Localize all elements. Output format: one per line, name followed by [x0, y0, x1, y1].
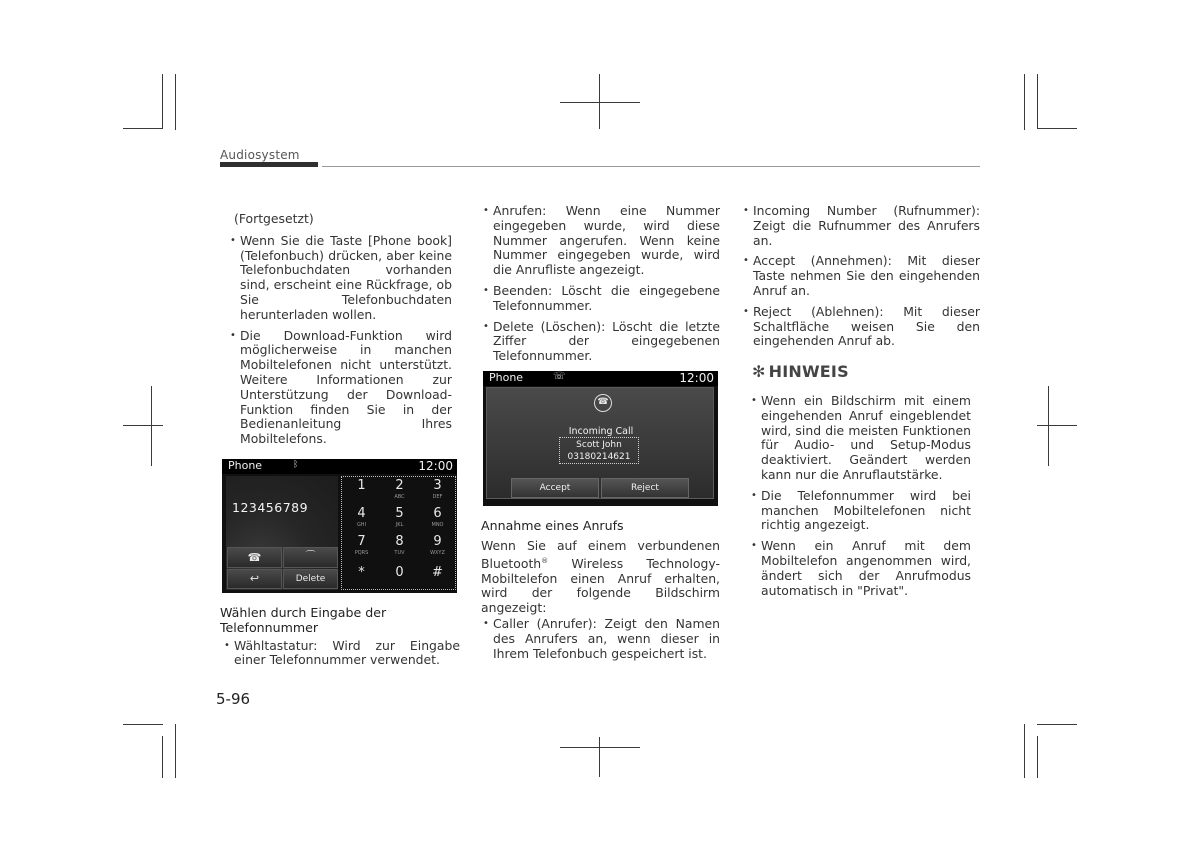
screen-title: Phone: [228, 459, 263, 472]
incoming-call-screenshot: [483, 371, 718, 506]
crop-mark: [1037, 724, 1077, 725]
bullet-list: [228, 234, 452, 447]
subsection-heading: Wählen durch Eingabe der Telefonnummer: [220, 605, 387, 635]
bullet-item: • Anrufen: Wenn eine Nummer eingegeben wurde, wird diese Nummer angerufen. Wenn keine Nummer eingegeben wurde, wird die Anrufliste angezeigt.: [481, 204, 720, 278]
bullet-item: • Reject (Ablehnen): Mit dieser Schaltfläche weisen Sie den eingehenden Anruf ab.: [741, 305, 980, 349]
note-list: [749, 394, 971, 598]
call-button[interactable]: [227, 547, 282, 568]
note-item: • Die Telefonnummer wird bei manchen Mobiltelefonen nicht richtig angezeigt.: [749, 489, 971, 533]
bullet-list: [481, 204, 720, 364]
column-1: [228, 212, 452, 453]
paragraph: Wenn Sie auf einem verbundenen Bluetooth® Wireless Technology-Mobiltelefon einen Anruf erhalten, wird der folgende Bildschirm angezeigt:: [481, 537, 720, 616]
back-button[interactable]: [227, 569, 282, 589]
crop-mark: [1037, 736, 1038, 778]
keypad-key[interactable]: 0: [395, 565, 404, 580]
bullet-item: • Wähltastatur: Wird zur Eingabe einer Telefonnummer verwendet.: [222, 639, 460, 669]
caller-number: 03180214621: [567, 452, 631, 462]
crop-mark: [175, 724, 176, 778]
ringing-phone-icon: ☎: [594, 394, 612, 412]
bullet-item: • Incoming Number (Rufnummer): Zeigt die Rufnummer des Anrufers an.: [741, 204, 980, 248]
keypad-key[interactable]: #: [432, 565, 443, 580]
keypad: [341, 476, 456, 590]
clock: 12:00: [679, 371, 714, 385]
dialer-screenshot: [222, 459, 457, 593]
section-title: Audiosystem: [220, 148, 300, 162]
crop-mark: [123, 724, 163, 725]
status-bar: [483, 371, 718, 386]
crop-mark: [162, 736, 163, 778]
bullet-list: [222, 639, 460, 669]
note-heading: ✻ HINWEIS: [752, 362, 849, 382]
registration-mark: [151, 386, 152, 466]
note-item: • Wenn ein Bildschirm mit einem eingehenden Anruf eingeblendet wird, sind die meisten Funktionen für Audio- und Setup-Modus deaktiviert. Geändert werden kann nur die Anruflautstärke.: [749, 394, 971, 483]
end-call-button[interactable]: [283, 547, 338, 568]
bullet-item: • Accept (Annehmen): Mit dieser Taste nehmen Sie den eingehenden Anruf an.: [741, 254, 980, 298]
crop-mark: [162, 74, 163, 128]
continued-label: (Fortgesetzt): [234, 211, 314, 226]
caller-name: Scott John: [576, 440, 622, 450]
crop-mark: [123, 128, 163, 129]
registration-mark: [123, 425, 163, 426]
registration-mark: [1037, 425, 1077, 426]
keypad-key[interactable]: *: [358, 565, 365, 580]
keypad-key[interactable]: 2 ABC: [394, 478, 405, 500]
dialed-number: 123456789: [232, 500, 309, 515]
crop-mark: [1024, 724, 1025, 778]
status-bar: [222, 459, 457, 474]
registration-mark: [599, 737, 600, 777]
bullet-item: • Caller (Anrufer): Zeigt den Namen des Anrufers an, wenn dieser in Ihrem Telefonbuch gespeichert ist.: [481, 617, 720, 661]
accept-button[interactable]: Accept: [511, 478, 599, 498]
bullet-item: • Delete (Löschen): Löscht die letzte Ziffer der eingegebenen Telefonnummer.: [481, 320, 720, 364]
keypad-key[interactable]: 9 WXYZ: [430, 534, 445, 556]
bullet-item: • Wenn Sie die Taste [Phone book] (Telefonbuch) drücken, aber keine Telefonbuchdaten vorhanden sind, erscheint eine Rückfrage, ob Sie Telefonbuchdaten herunterladen wollen.: [228, 234, 452, 323]
registration-mark: [560, 102, 640, 103]
crop-mark: [1037, 128, 1077, 129]
caller-info: [559, 437, 639, 464]
crop-mark: [1037, 74, 1038, 128]
reject-button[interactable]: Reject: [601, 478, 689, 498]
note-item: • Wenn ein Anruf mit dem Mobiltelefon angenommen wird, ändert sich der Anrufmodus automatisch in "Privat".: [749, 539, 971, 598]
incoming-call-label: Incoming Call: [568, 426, 634, 437]
keypad-key[interactable]: 6 MNO: [431, 506, 444, 528]
crop-mark: [1024, 74, 1025, 130]
subsection-heading: Annahme eines Anrufs: [481, 518, 624, 533]
keypad-key[interactable]: 5 JKL: [395, 506, 404, 528]
asterisk-icon: ✻: [752, 362, 766, 382]
delete-button[interactable]: [283, 569, 338, 589]
header-bar: [220, 162, 318, 167]
call-status-icon: ☏: [553, 371, 566, 382]
hang-up-icon: ⌒: [305, 551, 316, 562]
bullet-item: • Die Download-Funktion wird möglicherweise in manchen Mobiltelefonen nicht unterstützt. Weitere Informationen zur Unterstützung der Download-Funktion finden Sie in der Bedienanleitung Ihres Mobiltelefons.: [228, 329, 452, 447]
back-arrow-icon: ↩: [249, 572, 260, 585]
screen-title: Phone: [489, 371, 524, 384]
registration-mark: [1048, 386, 1049, 466]
bluetooth-icon: ᛒ: [293, 460, 299, 470]
registration-mark: [560, 747, 640, 748]
keypad-key[interactable]: 1: [357, 478, 366, 493]
column-2: [481, 204, 720, 370]
phone-handset-icon: ☎: [247, 551, 262, 564]
bullet-item: • Beenden: Löscht die eingegebene Telefonnummer.: [481, 284, 720, 314]
column-3: [741, 204, 980, 604]
column-1-lower: [220, 606, 460, 674]
column-2-lower: [481, 519, 720, 667]
delete-label: Delete: [295, 574, 326, 584]
clock: 12:00: [418, 459, 453, 473]
crop-mark: [175, 74, 176, 130]
bullet-list: [741, 204, 980, 349]
keypad-key[interactable]: 3 DEF: [432, 478, 443, 500]
page-number: 5-96: [216, 690, 251, 708]
keypad-key[interactable]: 8 TUV: [394, 534, 405, 556]
bullet-list: [481, 617, 720, 661]
keypad-key[interactable]: 7 PQRS: [354, 534, 369, 556]
keypad-key[interactable]: 4 GHI: [356, 506, 367, 528]
header-rule: [322, 166, 980, 167]
incoming-call-panel: [486, 387, 714, 499]
